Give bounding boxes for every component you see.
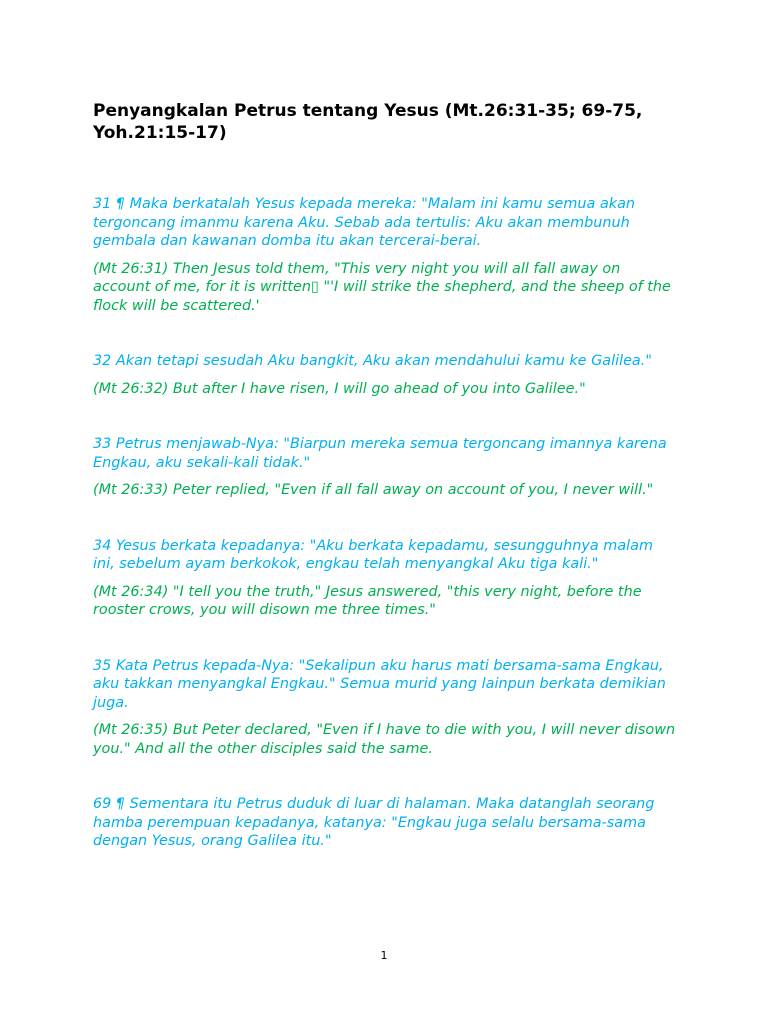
verse-block xyxy=(93,436,678,510)
verse-block xyxy=(93,796,678,861)
verse-english-text: (Mt 26:31) Then Jesus told them, "This very night you will all fall away on account of me, for it is written▯ "'I will strike the shepherd, and the sheep of the flock will be scattered.' xyxy=(93,260,671,314)
verse-indonesian-text: 69 ¶ Sementara itu Petrus duduk di luar di halaman. Maka datanglah seorang hamba perempuan kepadanya, katanya: "Engkau juga selalu bersama-sama dengan Yesus, orang Galilea itu." xyxy=(93,796,655,849)
verse-indonesian-text: 31 ¶ Maka berkatalah Yesus kepada mereka: "Malam ini kamu semua akan tergoncang imanmu karena Aku. Sebab ada tertulis: Aku akan membunuh gembala dan kawanan domba itu akan tercerai-berai. xyxy=(93,196,636,249)
document-title: Penyangkalan Petrus tentang Yesus (Mt.26:31-35; 69-75, Yoh.21:15-17) xyxy=(93,101,643,143)
verse-block xyxy=(93,537,678,630)
verse-block xyxy=(93,657,678,769)
verse-list xyxy=(93,196,678,861)
page-number: 1 xyxy=(380,949,388,962)
verse-english-text: (Mt 26:35) But Peter declared, "Even if I have to die with you, I will never disown you." And all the other disciples said the same. xyxy=(93,722,676,757)
verse-english-text: (Mt 26:32) But after I have risen, I will go ahead of you into Galilee." xyxy=(93,380,586,397)
document-page xyxy=(93,100,678,861)
verse-indonesian-text: 32 Akan tetapi sesudah Aku bangkit, Aku akan mendahului kamu ke Galilea." xyxy=(93,353,652,369)
verse-english-text: (Mt 26:34) "I tell you the truth," Jesus answered, "this very night, before the rooster crows, you will disown me three times." xyxy=(93,583,642,618)
verse-indonesian-text: 35 Kata Petrus kepada-Nya: "Sekalipun aku harus mati bersama-sama Engkau, aku takkan menyangkal Engkau." Semua murid yang lainpun berkata demikian juga. xyxy=(93,657,666,711)
verse-indonesian-text: 34 Yesus berkata kepadanya: "Aku berkata kepadamu, sesungguhnya malam ini, sebelum ayam berkokok, engkau telah menyangkal Aku tiga kali." xyxy=(93,537,653,572)
verse-block xyxy=(93,353,678,408)
verse-indonesian-text: 33 Petrus menjawab-Nya: "Biarpun mereka semua tergoncang imannya karena Engkau, aku sekali-kali tidak." xyxy=(93,436,667,471)
verse-english-text: (Mt 26:33) Peter replied, "Even if all fall away on account of you, I never will." xyxy=(93,482,654,498)
verse-block xyxy=(93,196,678,325)
